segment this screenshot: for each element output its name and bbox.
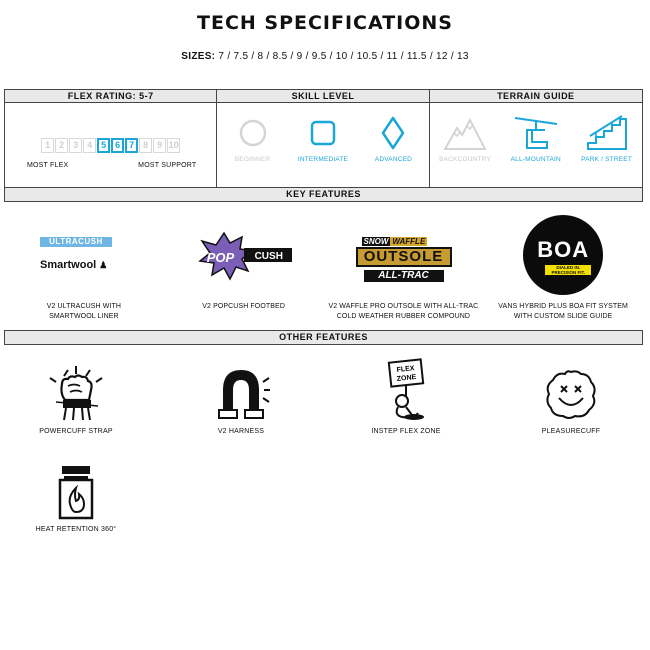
waffle-wordmark: WAFFLE [392,237,426,246]
other-feature-pleasurecuff [501,368,641,435]
other-feature-powercuff [6,364,146,435]
flex-box-7: 7 [125,138,138,153]
other-feature-caption: POWERCUFF STRAP [39,428,113,435]
key-feature-caption: V2 WAFFLE PRO OUTSOLE WITH ALL-TRAC COLD WEATHER RUBBER COMPOUND [328,303,479,320]
flex-box-5: 5 [97,138,110,153]
flex-left-label: MOST FLEX [27,162,69,169]
flex-box-4: 4 [83,138,96,153]
snow-wordmark: SNOW [363,237,389,246]
key-feature-caption: V2 POPCUSH FOOTBED [202,303,285,310]
sizes-values: 7 / 7.5 / 8 / 8.5 / 9 / 9.5 / 10 / 10.5 / 11 / 11.5 / 12 / 13 [218,51,469,62]
skill-level-column [217,90,429,188]
smartwool-wordmark: Smartwool [40,259,97,271]
boa-wordmark: BOA [537,237,590,262]
skill-label: BEGINNER [234,156,271,163]
key-features-row [4,213,643,322]
skill-level-header: SKILL LEVEL [217,90,428,103]
flex-box-8: 8 [139,138,152,153]
specs-table [4,89,643,189]
page-title: TECH SPECIFICATIONS [197,12,453,34]
other-feature-heat-retention [6,464,146,533]
boa-tagline: DIALED IN. PRECISION FIT. [545,265,591,275]
mountain-icon [442,114,488,152]
flex-right-label: MOST SUPPORT [138,162,197,169]
skill-advanced [358,114,428,163]
boa-logo [483,213,643,298]
circle-icon [235,114,271,152]
flex-scale [5,138,216,153]
waffle-outsole-logo [324,213,484,298]
flex-box-9: 9 [153,138,166,153]
flex-box-10: 10 [167,138,180,153]
skill-label: INTERMEDIATE [297,156,349,163]
skill-label: ADVANCED [374,156,413,163]
other-feature-caption: HEAT RETENTION 360° [35,526,117,533]
pop-wordmark: POP [206,250,235,265]
key-feature-boa [483,213,643,322]
terrain-backcountry [430,114,500,163]
sizes-line [0,51,650,62]
terrain-label: PARK / STREET [581,156,632,163]
horseshoe-icon [211,364,271,422]
skill-intermediate [288,114,358,163]
terrain-label: ALL-MOUNTAIN [510,156,561,163]
other-feature-instep-flex [336,357,476,435]
key-feature-ultracush [4,213,164,322]
all-trac-wordmark: ALL-TRAC [364,270,444,282]
terrain-all-mountain [501,114,571,163]
sizes-label: SIZES: [181,51,216,62]
key-feature-popcush [164,213,324,322]
popcush-logo [164,213,324,298]
flex-rating-header: FLEX RATING: 5-7 [5,90,216,103]
other-feature-caption: INSTEP FLEX ZONE [371,428,441,435]
cush-wordmark: CUSH [254,251,283,262]
stair-rail-icon [584,114,630,152]
fire-jar-icon [46,464,106,520]
skill-beginner [218,114,288,163]
smiley-icon [541,368,601,422]
ultracush-wordmark: ULTRACUSH [40,237,112,247]
terrain-park-street [572,114,642,163]
flex-box-2: 2 [55,138,68,153]
other-feature-caption: PLEASURECUFF [541,428,601,435]
other-feature-caption: V2 HARNESS [217,428,265,435]
svg-text:FLEX: FLEX [396,365,415,374]
diamond-icon [375,114,411,152]
other-features-header: OTHER FEATURES [4,330,643,345]
terrain-guide-header: TERRAIN GUIDE [430,90,642,103]
key-feature-caption: VANS HYBRID PLUS BOA FIT SYSTEM WITH CUSTOM SLIDE GUIDE [498,303,628,320]
flex-zone-sign-icon [376,357,436,422]
flex-box-3: 3 [69,138,82,153]
flex-box-1: 1 [41,138,54,153]
smartwool-figure-icon: ♟ [99,260,108,270]
other-feature-v2-harness [171,364,311,435]
outsole-wordmark: OUTSOLE [356,247,452,267]
svg-text:ZONE: ZONE [396,373,417,383]
square-icon [305,114,341,152]
terrain-label: BACKCOUNTRY [439,156,491,163]
key-feature-waffle-outsole [324,213,484,322]
flex-box-6: 6 [111,138,124,153]
key-feature-caption: V2 ULTRACUSH WITH SMARTWOOL LINER [46,303,122,320]
flex-rating-column [5,90,217,188]
terrain-guide-column [430,90,642,188]
ultracush-logo [4,213,164,298]
fist-icon [46,364,106,422]
key-features-header: KEY FEATURES [4,187,643,202]
chairlift-icon [513,114,559,152]
